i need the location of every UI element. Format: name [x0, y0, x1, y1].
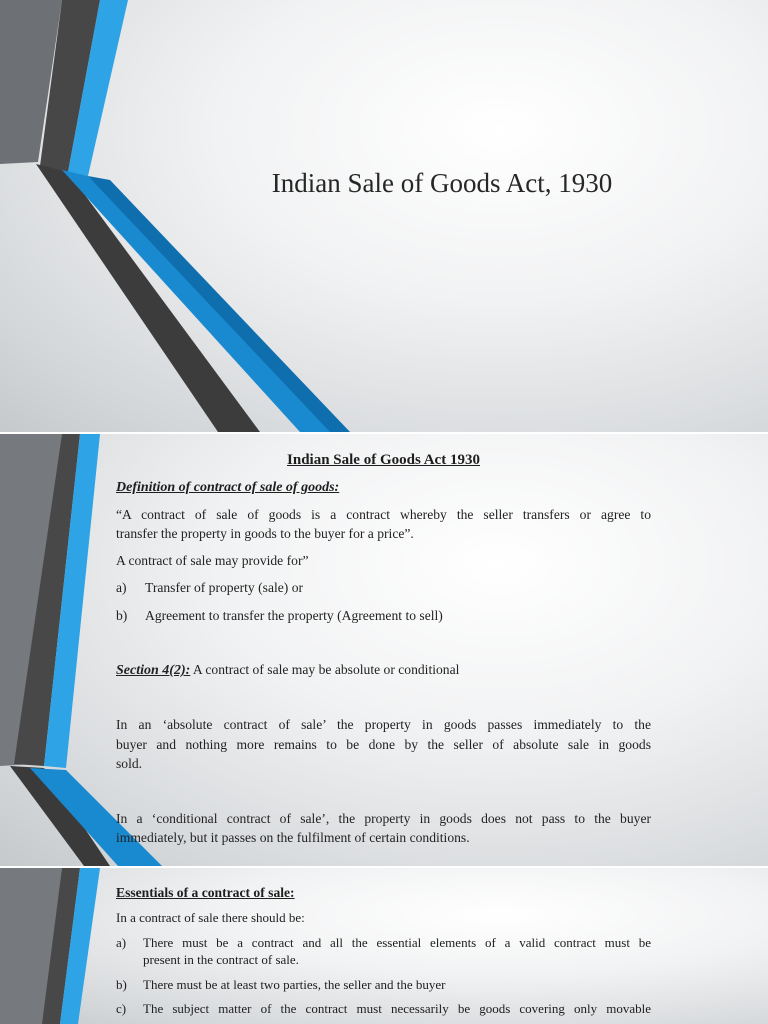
conditional-line-1: In a ‘conditional contract of sale’, the property in goods does not pass to the buyer: [116, 811, 651, 826]
list-item-line-1: There must be a contract and all the essential elements of a valid contract must be: [143, 935, 651, 950]
absolute-line-3: sold.: [116, 756, 143, 771]
slide-decoration: [0, 434, 768, 866]
title-slide: [0, 0, 768, 432]
list-item: [116, 580, 303, 596]
absolute-line-1: In an ‘absolute contract of sale’ the property in goods passes immediately to the: [116, 717, 651, 732]
quote-line-1: “A contract of sale of goods is a contract whereby the seller transfers or agree to: [116, 507, 651, 522]
list-marker: b): [116, 608, 128, 623]
section-label: Section 4(2):: [116, 663, 191, 678]
deco-dark-stripe-bottom: [36, 164, 260, 432]
absolute-line-2: buyer and nothing more remains to be done by the seller of absolute sale in goods: [116, 737, 651, 752]
quote-line-2: transfer the property in goods to the buyer for a price”.: [116, 526, 414, 541]
slide-title: Indian Sale of Goods Act, 1930: [271, 168, 613, 198]
list-marker: b): [116, 977, 127, 992]
list-marker: a): [116, 935, 127, 950]
list-item-line-1: There must be at least two parties, the seller and the buyer: [143, 977, 446, 992]
list-item-text: Agreement to transfer the property (Agreement to sell): [145, 608, 443, 623]
list-item-line-1: The subject matter of the contract must necessarily be goods covering only movable: [143, 1001, 651, 1016]
essentials-slide: [0, 868, 768, 1024]
section-4-2: [116, 662, 459, 679]
conditional-line-2: immediately, but it passes on the fulfilment of certain conditions.: [116, 830, 470, 845]
list-item-line-2: present in the contract of sale.: [143, 952, 299, 967]
list-item-text: Transfer of property (sale) or: [145, 580, 304, 595]
may-provide-text: A contract of sale may provide for”: [116, 553, 309, 568]
list-item: [116, 608, 443, 624]
list-marker: a): [116, 580, 127, 595]
slide-decoration: [0, 0, 768, 432]
list-marker: c): [116, 1001, 127, 1016]
intro-text: In a contract of sale there should be:: [116, 910, 305, 925]
definition-label: Definition of contract of sale of goods:: [116, 480, 340, 495]
section-text: A contract of sale may be absolute or conditional: [190, 662, 460, 677]
slide-heading: Essentials of a contract of sale:: [116, 885, 295, 900]
definition-slide: [0, 434, 768, 866]
slide-heading: Indian Sale of Goods Act 1930: [287, 452, 480, 468]
